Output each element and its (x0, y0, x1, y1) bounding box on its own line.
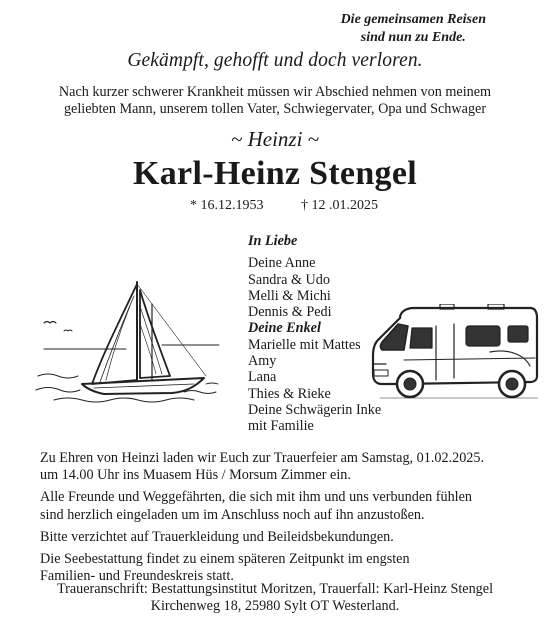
intro-line-2: geliebten Mann, unserem tollen Vater, Schwiegervater, Opa und Schwager (63, 101, 487, 117)
life-dates (190, 198, 378, 214)
family-member: Melli & Michi (248, 287, 331, 304)
paragraph-invitation (40, 489, 530, 523)
paragraph-dresscode (40, 529, 530, 546)
motto-line-1: Die gemeinsamen Reisen (340, 12, 486, 27)
paragraph-line: Die Seebestattung findet zu einem späteren Zeitpunkt im engsten (40, 551, 410, 568)
family-heading: In Liebe (248, 233, 298, 249)
paragraph-line: sind herzlich eingeladen um im Anschluss noch auf ihn anzustoßen. (40, 506, 425, 523)
paragraph-ceremony (40, 450, 530, 484)
family-member: Thies & Rieke (248, 385, 331, 402)
family-list (248, 233, 381, 435)
family-member: mit Familie (248, 418, 314, 435)
camper-van-sketch-icon (370, 304, 540, 402)
family-member: Deine Anne (248, 255, 316, 272)
mourning-address (0, 581, 550, 615)
family-member: Amy (248, 353, 277, 370)
motto-line-2: sind nun zu Ende. (360, 30, 466, 45)
intro-line-1: Nach kurzer schwerer Krankheit müssen wir Abschied nehmen von meinem (58, 84, 492, 100)
intro-text (0, 84, 550, 118)
address-line-1: Traueranschrift: Bestattungsinstitut Moritzen, Trauerfall: Karl-Heinz Stengel (56, 581, 494, 597)
family-member: Marielle mit Mattes (248, 336, 361, 353)
deceased-name: Karl-Heinz Stengel (133, 155, 417, 192)
birth-date: * 16.12.1953 (190, 198, 264, 213)
address-line-2: Kirchenweg 18, 25980 Sylt OT Westerland. (150, 598, 400, 614)
subtitle-quote: Gekämpft, gehofft und doch verloren. (127, 50, 423, 71)
paragraph-line: Familien- und Freundeskreis statt. (40, 568, 234, 585)
death-date: † 12 .01.2025 (301, 198, 378, 213)
paragraph-line: um 14.00 Uhr ins Muasem Hüs / Morsum Zimmer ein. (40, 467, 351, 484)
family-member: Deine Schwägerin Inke (248, 401, 382, 418)
grandchildren-heading: Deine Enkel (248, 320, 321, 337)
family-member: Lana (248, 369, 277, 386)
paragraph-line: Alle Freunde und Weggefährten, die sich mit ihm und uns verbunden fühlen (40, 489, 473, 506)
sailboat-sketch-icon (34, 276, 234, 406)
nickname: ~ Heinzi ~ (230, 127, 320, 151)
family-member: Dennis & Pedi (248, 304, 332, 321)
motto (341, 11, 486, 47)
ceremony-information (40, 450, 530, 590)
paragraph-line: Zu Ehren von Heinzi laden wir Euch zur Trauerfeier am Samstag, 01.02.2025. (40, 450, 485, 466)
family-member: Sandra & Udo (248, 271, 330, 288)
paragraph-line: Bitte verzichtet auf Trauerkleidung und Beileidsbekundungen. (40, 528, 394, 545)
